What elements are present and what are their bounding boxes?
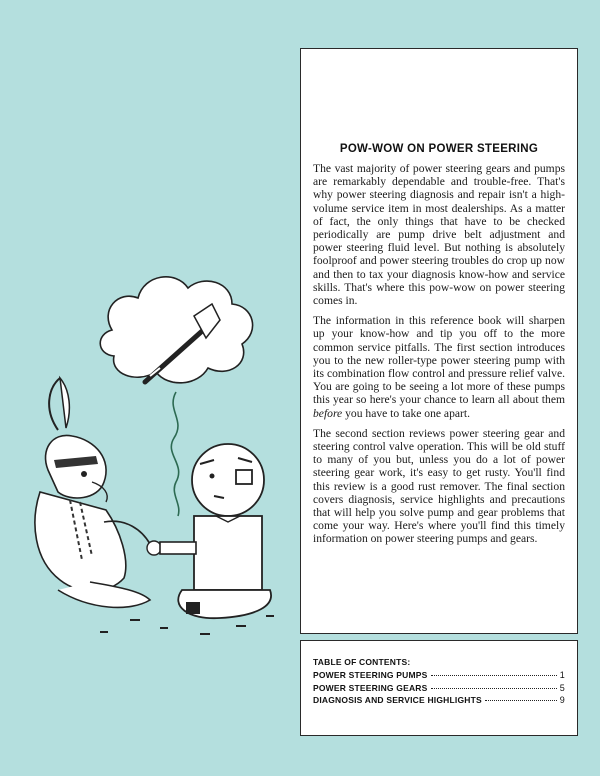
article-panel bbox=[300, 48, 578, 634]
toc-entry[interactable] bbox=[313, 670, 565, 683]
thought-cloud bbox=[100, 277, 252, 383]
leader-dots bbox=[431, 675, 557, 676]
toc-entry-label: POWER STEERING PUMPS bbox=[313, 670, 428, 680]
illustration bbox=[0, 260, 300, 660]
table-of-contents bbox=[300, 640, 578, 736]
toc-entry-label: POWER STEERING GEARS bbox=[313, 682, 428, 693]
toc-entry-page: 9 bbox=[559, 695, 565, 705]
toc-entry[interactable] bbox=[313, 683, 565, 696]
character-robot bbox=[160, 444, 271, 618]
toc-entry-label: DIAGNOSIS AND SERVICE HIGHLIGHTS bbox=[313, 695, 482, 705]
paragraph-2-emphasis: before bbox=[313, 406, 343, 420]
paragraph-2-text: The information in this reference book will sharpen up your know-how and tip you off to the more common service pitfalls. The first section introduces you to the new roller-type power steering pump with its combination flow control and pressure relief valve. You are going to be seeing a lot more of these pumps this year so here's your chance to learn all about them bbox=[313, 314, 565, 407]
toc-entry-page: 1 bbox=[559, 670, 565, 680]
leader-dots bbox=[485, 700, 557, 701]
smoke-trail bbox=[171, 392, 179, 516]
article-title: POW-WOW ON POWER STEERING bbox=[339, 143, 539, 155]
toc-heading: TABLE OF CONTENTS: bbox=[313, 657, 411, 667]
toc-entry[interactable] bbox=[313, 695, 565, 708]
character-native bbox=[35, 378, 161, 607]
toc-entry-page: 5 bbox=[559, 682, 565, 693]
paragraph-2 bbox=[313, 314, 565, 420]
leader-dots bbox=[431, 688, 557, 689]
paragraph-3: The second section reviews power steering gear and steering control valve operation. This will be old stuff to many of you but, unless you do a lot of power steering gear work, it's easy to get rusty. You'll find this review is a good rust remover. The final section covers diagnosis, service highlights and precautions that will help you solve pump and gear problems that come your way. Here's where you'll find this timely information on power steering pumps and gears. bbox=[313, 426, 565, 546]
paragraph-1: The vast majority of power steering gears and pumps are remarkably dependable and trouble-free. That's why power steering diagnosis and repair isn't a high-volume service item in most dealerships. As a matter of fact, the only things that have to be checked periodically are pump drive belt adjustment and power steering fluid level. But nothing is absolutely foolproof and power steering troubles do crop up now and then to tax your diagnosis know-how and service skills. That's where this pow-wow on power steering comes in. bbox=[313, 162, 565, 308]
ground-marks bbox=[100, 616, 274, 634]
paragraph-2-text-end: you have to take one apart. bbox=[342, 406, 471, 420]
